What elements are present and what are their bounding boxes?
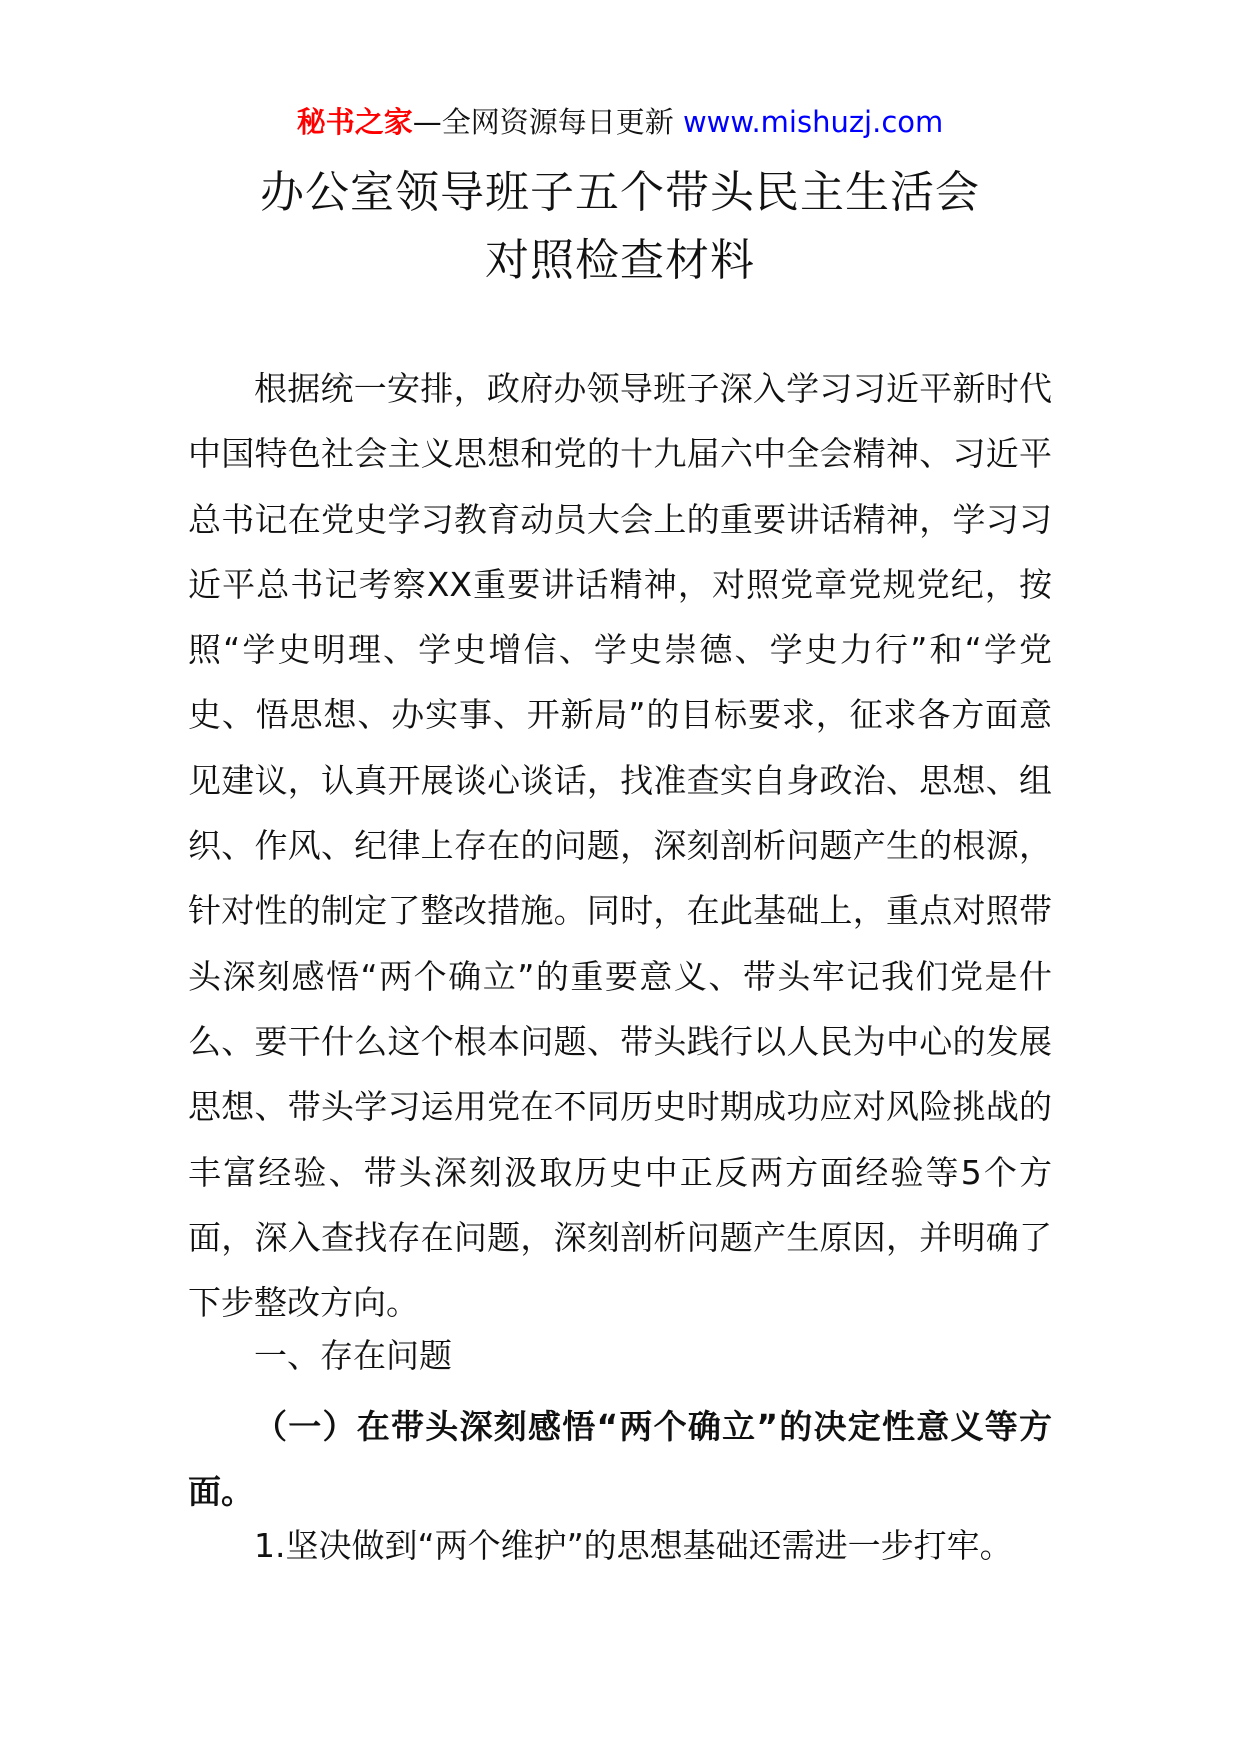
section-heading: 一、存在问题	[254, 1336, 452, 1375]
brand-name: 秘书之家	[296, 105, 413, 139]
site-banner	[0, 100, 1240, 144]
intro-paragraph: 根据统一安排，政府办领导班子深入学习习近平新时代中国特色社会主义思想和党的十九届六中全会精神、习近平总书记在党史学习教育动员大会上的重要讲话精神，学习习近平总书记考察XX重要讲话精神，对照党章党规党纪，按照“学史明理、学史增信、学史崇德、学史力行”和“学党史、悟思想、办实事、开新局”的目标要求，征求各方面意见建议，认真开展谈心谈话，找准查实自身政治、思想、组织、作风、纪律上存在的问题，深刻剖析问题产生的根源，针对性的制定了整改措施。同时，在此基础上，重点对照带头深刻感悟“两个确立”的重要意义、带头牢记我们党是什么、要干什么这个根本问题、带头践行以人民为中心的发展思想、带头学习运用党在不同历史时期成功应对风险挑战的丰富经验、带头深刻汲取历史中正反两方面经验等5个方面，深入查找存在问题，深刻剖析问题产生原因，并明确了下步整改方向。	[188, 369, 1052, 1323]
list-item: 1.坚决做到“两个维护”的思想基础还需进一步打牢。	[254, 1526, 1013, 1565]
banner-tagline: —全网资源每日更新	[412, 105, 683, 139]
document-title-line-1: 办公室领导班子五个带头民主生活会	[260, 167, 980, 218]
site-url-link[interactable]: www.mishuzj.com	[682, 105, 944, 139]
document-title-line-2: 对照检查材料	[485, 235, 755, 286]
sub-heading: （一）在带头深刻感悟“两个确立”的决定性意义等方面。	[188, 1407, 1052, 1511]
